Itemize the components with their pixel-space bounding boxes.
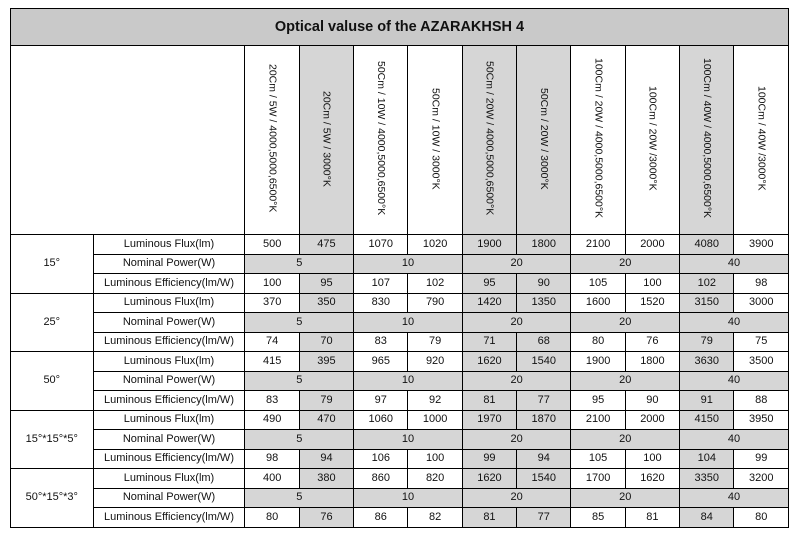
- luminous-flux-value: 3350: [680, 469, 734, 489]
- luminous-efficiency-value: 85: [571, 508, 625, 528]
- row-label-luminous-efficiency: Luminous Efficiency(lm/W): [93, 274, 245, 294]
- luminous-flux-value: 1620: [625, 469, 679, 489]
- luminous-efficiency-value: 84: [680, 508, 734, 528]
- luminous-efficiency-value: 81: [462, 391, 516, 411]
- luminous-flux-value: 1020: [408, 235, 462, 255]
- luminous-efficiency-value: 99: [462, 449, 516, 469]
- column-header-label: 20Cm / 5W / 3000°K: [320, 90, 333, 187]
- table-row: [11, 371, 789, 391]
- table-row: [11, 352, 789, 372]
- luminous-efficiency-value: 79: [299, 391, 353, 411]
- table-row: [11, 293, 789, 313]
- luminous-flux-value: 3950: [734, 410, 789, 430]
- luminous-efficiency-value: 102: [408, 274, 462, 294]
- table-row: [11, 488, 789, 508]
- luminous-flux-value: 1420: [462, 293, 516, 313]
- luminous-flux-value: 400: [245, 469, 299, 489]
- nominal-power-value: 10: [354, 254, 463, 274]
- row-label-nominal-power: Nominal Power(W): [93, 371, 245, 391]
- optical-values-table: [10, 8, 789, 528]
- column-header: [462, 46, 516, 235]
- luminous-flux-value: 1800: [625, 352, 679, 372]
- column-header: [299, 46, 353, 235]
- row-label-luminous-flux: Luminous Flux(lm): [93, 410, 245, 430]
- row-label-luminous-flux: Luminous Flux(lm): [93, 469, 245, 489]
- luminous-efficiency-value: 81: [462, 508, 516, 528]
- luminous-efficiency-value: 102: [680, 274, 734, 294]
- nominal-power-value: 40: [680, 488, 789, 508]
- luminous-efficiency-value: 95: [299, 274, 353, 294]
- luminous-flux-value: 1060: [354, 410, 408, 430]
- column-header-label: 50Cm / 10W / 3000°K: [429, 87, 442, 190]
- luminous-efficiency-value: 107: [354, 274, 408, 294]
- table-row: [11, 332, 789, 352]
- luminous-efficiency-value: 95: [462, 274, 516, 294]
- optical-values-container: [10, 8, 789, 528]
- column-header: [354, 46, 408, 235]
- luminous-flux-value: 3150: [680, 293, 734, 313]
- luminous-efficiency-value: 99: [734, 449, 789, 469]
- table-row: [11, 410, 789, 430]
- luminous-flux-value: 1000: [408, 410, 462, 430]
- nominal-power-value: 20: [571, 313, 680, 333]
- luminous-flux-value: 1900: [462, 235, 516, 255]
- luminous-efficiency-value: 98: [734, 274, 789, 294]
- luminous-efficiency-value: 83: [245, 391, 299, 411]
- nominal-power-value: 20: [462, 254, 571, 274]
- nominal-power-value: 40: [680, 371, 789, 391]
- header-corner: [11, 46, 245, 235]
- luminous-flux-value: 380: [299, 469, 353, 489]
- luminous-flux-value: 1800: [517, 235, 571, 255]
- beam-angle-cell: 50°: [11, 352, 94, 411]
- luminous-flux-value: 500: [245, 235, 299, 255]
- luminous-flux-value: 790: [408, 293, 462, 313]
- row-label-nominal-power: Nominal Power(W): [93, 254, 245, 274]
- luminous-efficiency-value: 92: [408, 391, 462, 411]
- column-header: [625, 46, 679, 235]
- table-row: [11, 430, 789, 450]
- table-title: Optical valuse of the AZARAKHSH 4: [11, 9, 789, 46]
- luminous-efficiency-value: 77: [517, 391, 571, 411]
- row-label-luminous-flux: Luminous Flux(lm): [93, 293, 245, 313]
- luminous-flux-value: 3630: [680, 352, 734, 372]
- luminous-efficiency-value: 95: [571, 391, 625, 411]
- nominal-power-value: 20: [571, 254, 680, 274]
- table-row: [11, 254, 789, 274]
- luminous-efficiency-value: 74: [245, 332, 299, 352]
- luminous-flux-value: 1620: [462, 469, 516, 489]
- column-header: [680, 46, 734, 235]
- luminous-efficiency-value: 79: [680, 332, 734, 352]
- row-label-nominal-power: Nominal Power(W): [93, 488, 245, 508]
- column-header: [517, 46, 571, 235]
- luminous-efficiency-value: 82: [408, 508, 462, 528]
- nominal-power-value: 10: [354, 488, 463, 508]
- luminous-efficiency-value: 100: [625, 449, 679, 469]
- nominal-power-value: 40: [680, 430, 789, 450]
- luminous-flux-value: 920: [408, 352, 462, 372]
- luminous-efficiency-value: 100: [625, 274, 679, 294]
- luminous-flux-value: 395: [299, 352, 353, 372]
- luminous-flux-value: 3000: [734, 293, 789, 313]
- luminous-efficiency-value: 71: [462, 332, 516, 352]
- nominal-power-value: 20: [571, 430, 680, 450]
- luminous-efficiency-value: 94: [517, 449, 571, 469]
- luminous-efficiency-value: 70: [299, 332, 353, 352]
- luminous-flux-value: 830: [354, 293, 408, 313]
- nominal-power-value: 20: [462, 488, 571, 508]
- luminous-efficiency-value: 79: [408, 332, 462, 352]
- row-label-luminous-efficiency: Luminous Efficiency(lm/W): [93, 332, 245, 352]
- luminous-flux-value: 1540: [517, 469, 571, 489]
- nominal-power-value: 5: [245, 313, 354, 333]
- row-label-nominal-power: Nominal Power(W): [93, 313, 245, 333]
- nominal-power-value: 5: [245, 371, 354, 391]
- luminous-flux-value: 3900: [734, 235, 789, 255]
- luminous-flux-value: 1870: [517, 410, 571, 430]
- luminous-efficiency-value: 68: [517, 332, 571, 352]
- column-header-label: 50Cm / 20W / 3000°K: [538, 87, 551, 190]
- nominal-power-value: 20: [571, 371, 680, 391]
- luminous-flux-value: 470: [299, 410, 353, 430]
- luminous-efficiency-value: 83: [354, 332, 408, 352]
- luminous-flux-value: 1600: [571, 293, 625, 313]
- table-row: [11, 391, 789, 411]
- luminous-flux-value: 860: [354, 469, 408, 489]
- nominal-power-value: 10: [354, 371, 463, 391]
- luminous-flux-value: 1970: [462, 410, 516, 430]
- table-row: [11, 235, 789, 255]
- row-label-luminous-efficiency: Luminous Efficiency(lm/W): [93, 508, 245, 528]
- column-header-label: 50Cm / 10W / 4000,5000,6500°K: [375, 61, 388, 216]
- column-header: [734, 46, 789, 235]
- luminous-flux-value: 2100: [571, 410, 625, 430]
- beam-angle-cell: 50°*15°*3°: [11, 469, 94, 528]
- luminous-efficiency-value: 106: [354, 449, 408, 469]
- nominal-power-value: 20: [571, 488, 680, 508]
- row-label-nominal-power: Nominal Power(W): [93, 430, 245, 450]
- column-header-row: [11, 46, 789, 235]
- luminous-flux-value: 415: [245, 352, 299, 372]
- luminous-efficiency-value: 100: [408, 449, 462, 469]
- luminous-flux-value: 475: [299, 235, 353, 255]
- column-header-label: 100Cm / 40W /3000°K: [755, 86, 768, 191]
- column-header-label: 50Cm / 20W / 4000,5000,6500°K: [483, 61, 496, 216]
- luminous-efficiency-value: 75: [734, 332, 789, 352]
- luminous-flux-value: 965: [354, 352, 408, 372]
- luminous-efficiency-value: 86: [354, 508, 408, 528]
- column-header-label: 100Cm / 20W /3000°K: [646, 86, 659, 191]
- beam-angle-cell: 25°: [11, 293, 94, 352]
- luminous-efficiency-value: 80: [245, 508, 299, 528]
- luminous-efficiency-value: 81: [625, 508, 679, 528]
- column-header-label: 100Cm / 20W / 4000,5000,6500°K: [592, 58, 605, 219]
- luminous-flux-value: 2000: [625, 410, 679, 430]
- table-row: [11, 508, 789, 528]
- beam-angle-cell: 15°*15°*5°: [11, 410, 94, 469]
- column-header-label: 100Cm / 40W / 4000,5000,6500°K: [701, 58, 713, 219]
- row-label-luminous-flux: Luminous Flux(lm): [93, 235, 245, 255]
- luminous-flux-value: 490: [245, 410, 299, 430]
- luminous-efficiency-value: 104: [680, 449, 734, 469]
- nominal-power-value: 20: [462, 313, 571, 333]
- luminous-efficiency-value: 76: [625, 332, 679, 352]
- nominal-power-value: 10: [354, 430, 463, 450]
- luminous-flux-value: 370: [245, 293, 299, 313]
- luminous-flux-value: 1350: [517, 293, 571, 313]
- nominal-power-value: 20: [462, 430, 571, 450]
- luminous-efficiency-value: 100: [245, 274, 299, 294]
- luminous-flux-value: 3500: [734, 352, 789, 372]
- luminous-efficiency-value: 105: [571, 449, 625, 469]
- luminous-flux-value: 350: [299, 293, 353, 313]
- luminous-efficiency-value: 90: [517, 274, 571, 294]
- table-row: [11, 313, 789, 333]
- column-header: [408, 46, 462, 235]
- nominal-power-value: 5: [245, 430, 354, 450]
- table-row: [11, 449, 789, 469]
- luminous-efficiency-value: 91: [680, 391, 734, 411]
- luminous-flux-value: 4080: [680, 235, 734, 255]
- table-row: [11, 274, 789, 294]
- luminous-efficiency-value: 105: [571, 274, 625, 294]
- luminous-flux-value: 1540: [517, 352, 571, 372]
- row-label-luminous-efficiency: Luminous Efficiency(lm/W): [93, 449, 245, 469]
- luminous-flux-value: 2000: [625, 235, 679, 255]
- nominal-power-value: 5: [245, 488, 354, 508]
- luminous-flux-value: 1520: [625, 293, 679, 313]
- luminous-flux-value: 1700: [571, 469, 625, 489]
- luminous-efficiency-value: 80: [571, 332, 625, 352]
- luminous-efficiency-value: 90: [625, 391, 679, 411]
- luminous-efficiency-value: 76: [299, 508, 353, 528]
- beam-angle-cell: 15°: [11, 235, 94, 294]
- luminous-efficiency-value: 77: [517, 508, 571, 528]
- luminous-flux-value: 820: [408, 469, 462, 489]
- luminous-flux-value: 4150: [680, 410, 734, 430]
- nominal-power-value: 40: [680, 254, 789, 274]
- luminous-efficiency-value: 88: [734, 391, 789, 411]
- column-header: [571, 46, 625, 235]
- nominal-power-value: 20: [462, 371, 571, 391]
- table-row: [11, 469, 789, 489]
- row-label-luminous-efficiency: Luminous Efficiency(lm/W): [93, 391, 245, 411]
- luminous-flux-value: 1620: [462, 352, 516, 372]
- luminous-flux-value: 2100: [571, 235, 625, 255]
- row-label-luminous-flux: Luminous Flux(lm): [93, 352, 245, 372]
- luminous-efficiency-value: 80: [734, 508, 789, 528]
- luminous-flux-value: 1070: [354, 235, 408, 255]
- luminous-efficiency-value: 94: [299, 449, 353, 469]
- luminous-efficiency-value: 97: [354, 391, 408, 411]
- luminous-efficiency-value: 98: [245, 449, 299, 469]
- luminous-flux-value: 1900: [571, 352, 625, 372]
- column-header-label: 20Cm / 5W / 4000,5000,6500°K: [266, 64, 279, 213]
- luminous-flux-value: 3200: [734, 469, 789, 489]
- nominal-power-value: 10: [354, 313, 463, 333]
- column-header: [245, 46, 299, 235]
- nominal-power-value: 5: [245, 254, 354, 274]
- nominal-power-value: 40: [680, 313, 789, 333]
